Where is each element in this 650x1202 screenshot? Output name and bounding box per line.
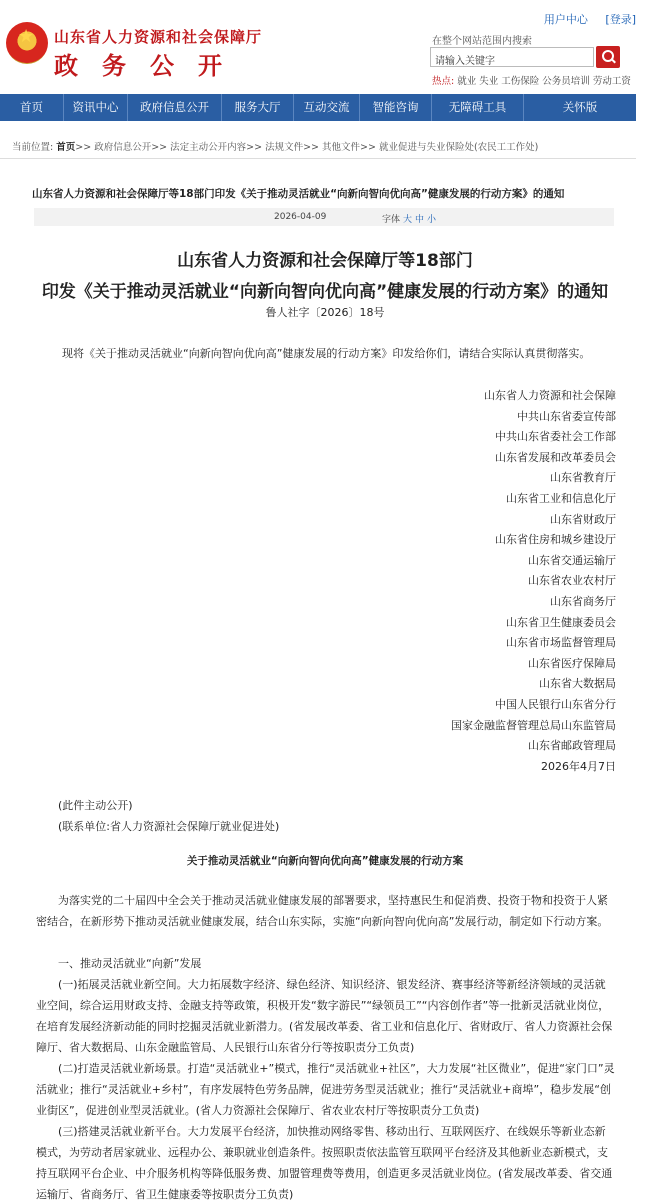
signer-item: 中国人民银行山东省分行 (495, 697, 616, 711)
site-title: 山东省人力资源和社会保障厅 (54, 28, 263, 46)
para3-text: (三)搭建灵活就业新平台。大力发展平台经济，加快推动网络零售、移动出行、互联网医疗、在线娱乐等新业态新模式，为劳动者居家就业、远程办公、兼职就业创造条件。按照职责依法监管互联网平台经济及其他新业态新模式，支持互联网平台企业、中介服务机构等降低服务费、加盟管理费等费用，创造更多灵活就业岗位。(省发展改革委、省交通运输厅、省商务厅、省卫生健康委等按职责分工负责) (36, 1125, 613, 1201)
signer-item: 山东省交通运输厅 (528, 553, 616, 567)
signer-item: 山东省发展和改革委员会 (495, 450, 616, 464)
signer-item: 山东省邮政管理局 (528, 739, 616, 753)
hot-label: 热点: (432, 76, 455, 87)
site-header (0, 0, 650, 92)
para1-text: (一)拓展灵活就业新空间。大力拓展数字经济、绿色经济、知识经济、银发经济、赛事经济等新经济领域的灵活就业空间，综合运用财政支持、金融支持等政策，积极开发“数字游民”“绿领员工”“内容创作者”等一批新灵活就业岗位，在培育发展经济新动能的同时挖掘灵活就业新潜力。(省发展改革委、省工业和信息化厅、省财政厅、省人力资源社会保障厅、省大数据局、山东金融监管局、人民银行山东省分行等按职责分工负责) (36, 978, 613, 1054)
nav-service-hall[interactable]: 服务大厅 (222, 94, 294, 121)
article-meta-bar (34, 208, 614, 226)
font-size-control (382, 212, 436, 225)
paragraph-1 (36, 974, 616, 1058)
signer-item: 山东省商务厅 (550, 594, 616, 608)
paragraph-2 (36, 1058, 616, 1121)
search-input[interactable]: 请输入关键字 (430, 47, 594, 67)
section1-heading: 一、推动灵活就业“向新”发展 (58, 957, 202, 970)
hot-items[interactable]: 就业 失业 工伤保险 公务员培训 劳动工资 (457, 76, 631, 87)
signer-item: 山东省农业农村厅 (528, 574, 616, 588)
signer-item: 中共山东省委社会工作部 (495, 430, 616, 444)
font-size-medium[interactable]: 中 (415, 215, 425, 225)
signer-item: 山东省市场监督管理局 (506, 636, 616, 650)
search-icon[interactable] (596, 46, 620, 68)
signer-item: 山东省人力资源和社会保障 (484, 389, 616, 402)
document-title-line2: 印发《关于推动灵活就业“向新向智向优向高”健康发展的行动方案》的通知 (41, 282, 609, 302)
signer-item: 山东省工业和信息化厅 (506, 491, 616, 505)
nav-care-version[interactable]: 关怀版 (562, 100, 598, 114)
document-number: 鲁人社字〔2026〕18号 (265, 306, 385, 319)
nav-smart-consult[interactable]: 智能咨询 (360, 94, 432, 121)
para2-text: (二)打造灵活就业新场景。打造“灵活就业+”模式，推行“灵活就业+社区”，大力发展“社区微业”，促进“家门口”灵活就业；推行“灵活就业+乡村”，有序发展特色劳务品牌，促进劳务型灵活就业；推行“灵活就业+商埠”，稳步发展“创业街区”，促进创业型灵活就业。(省人力资源社会保障厅、省农业农村厅等按职责分工负责) (36, 1062, 615, 1117)
plan-intro (36, 890, 616, 932)
nav-accessibility[interactable]: 无障碍工具 (432, 94, 524, 121)
user-center-link[interactable]: 用户中心 (543, 13, 588, 26)
breadcrumb-divider (0, 158, 636, 159)
article-header-title: 山东省人力资源和社会保障厅等18部门印发《关于推动灵活就业“向新向智向优向高”健康发展的行动方案》的通知 (32, 188, 565, 200)
signer-list (451, 386, 616, 777)
font-size-large[interactable]: 大 (403, 215, 413, 225)
signer-item: 山东省大数据局 (539, 677, 616, 691)
signer-item: 山东省卫生健康委员会 (506, 615, 616, 629)
nav-interaction[interactable]: 互动交流 (294, 94, 360, 121)
signer-item: 山东省教育厅 (550, 471, 616, 485)
signer-item: 山东省财政厅 (550, 512, 616, 526)
user-links (530, 11, 636, 27)
national-emblem-icon (6, 22, 48, 64)
font-size-label: 字体 (382, 215, 401, 225)
plan-intro-text: 为落实党的二十届四中全会关于推动灵活就业健康发展的部署要求，坚持惠民生和促消费、投资于物和投资于人紧密结合，在新形势下推动灵活就业健康发展，结合山东实际，实施“向新向智向优向高”发展行动，制定如下行动方案。 (36, 894, 609, 928)
main-nav (0, 94, 636, 121)
breadcrumb-prefix: 当前位置: (12, 142, 54, 153)
publish-date: 2026-04-09 (274, 212, 327, 222)
search-scope-note: 在整个网站范围内搜索 (432, 36, 532, 47)
login-link[interactable]: [登录] (605, 13, 636, 26)
nav-home[interactable]: 首页 (0, 94, 64, 121)
public-note: (此件主动公开) (58, 799, 133, 812)
contact-note: (联系单位:省人力资源社会保障厅就业促进处) (58, 820, 280, 833)
signer-item: 山东省医疗保障局 (528, 656, 616, 670)
breadcrumb-path[interactable]: >> 政府信息公开>> 法定主动公开内容>> 法规文件>> 其他文件>> 就业促进与失业保险处(农民工工作处) (75, 142, 539, 153)
intro-paragraph: 现将《关于推动灵活就业“向新向智向优向高”健康发展的行动方案》印发给你们，请结合实际认真贯彻落实。 (62, 347, 591, 360)
breadcrumb (12, 139, 538, 153)
plan-title: 关于推动灵活就业“向新向智向优向高”健康发展的行动方案 (186, 855, 464, 867)
breadcrumb-home[interactable]: 首页 (56, 142, 76, 153)
section-heading (36, 953, 616, 974)
site-subtitle: 政务公开 (54, 52, 246, 80)
document-title-line1: 山东省人力资源和社会保障厅等18部门 (177, 251, 473, 271)
signer-item: 山东省住房和城乡建设厅 (495, 533, 616, 547)
sign-date: 2026年4月7日 (541, 759, 616, 773)
font-size-small[interactable]: 小 (427, 215, 437, 225)
paragraph-3 (36, 1121, 616, 1202)
nav-news[interactable]: 资讯中心 (64, 94, 128, 121)
signer-item: 中共山东省委宣传部 (517, 409, 616, 423)
signer-item: 国家金融监督管理总局山东监管局 (451, 718, 616, 732)
hot-keywords (432, 73, 631, 87)
nav-gov-info[interactable]: 政府信息公开 (128, 94, 222, 121)
